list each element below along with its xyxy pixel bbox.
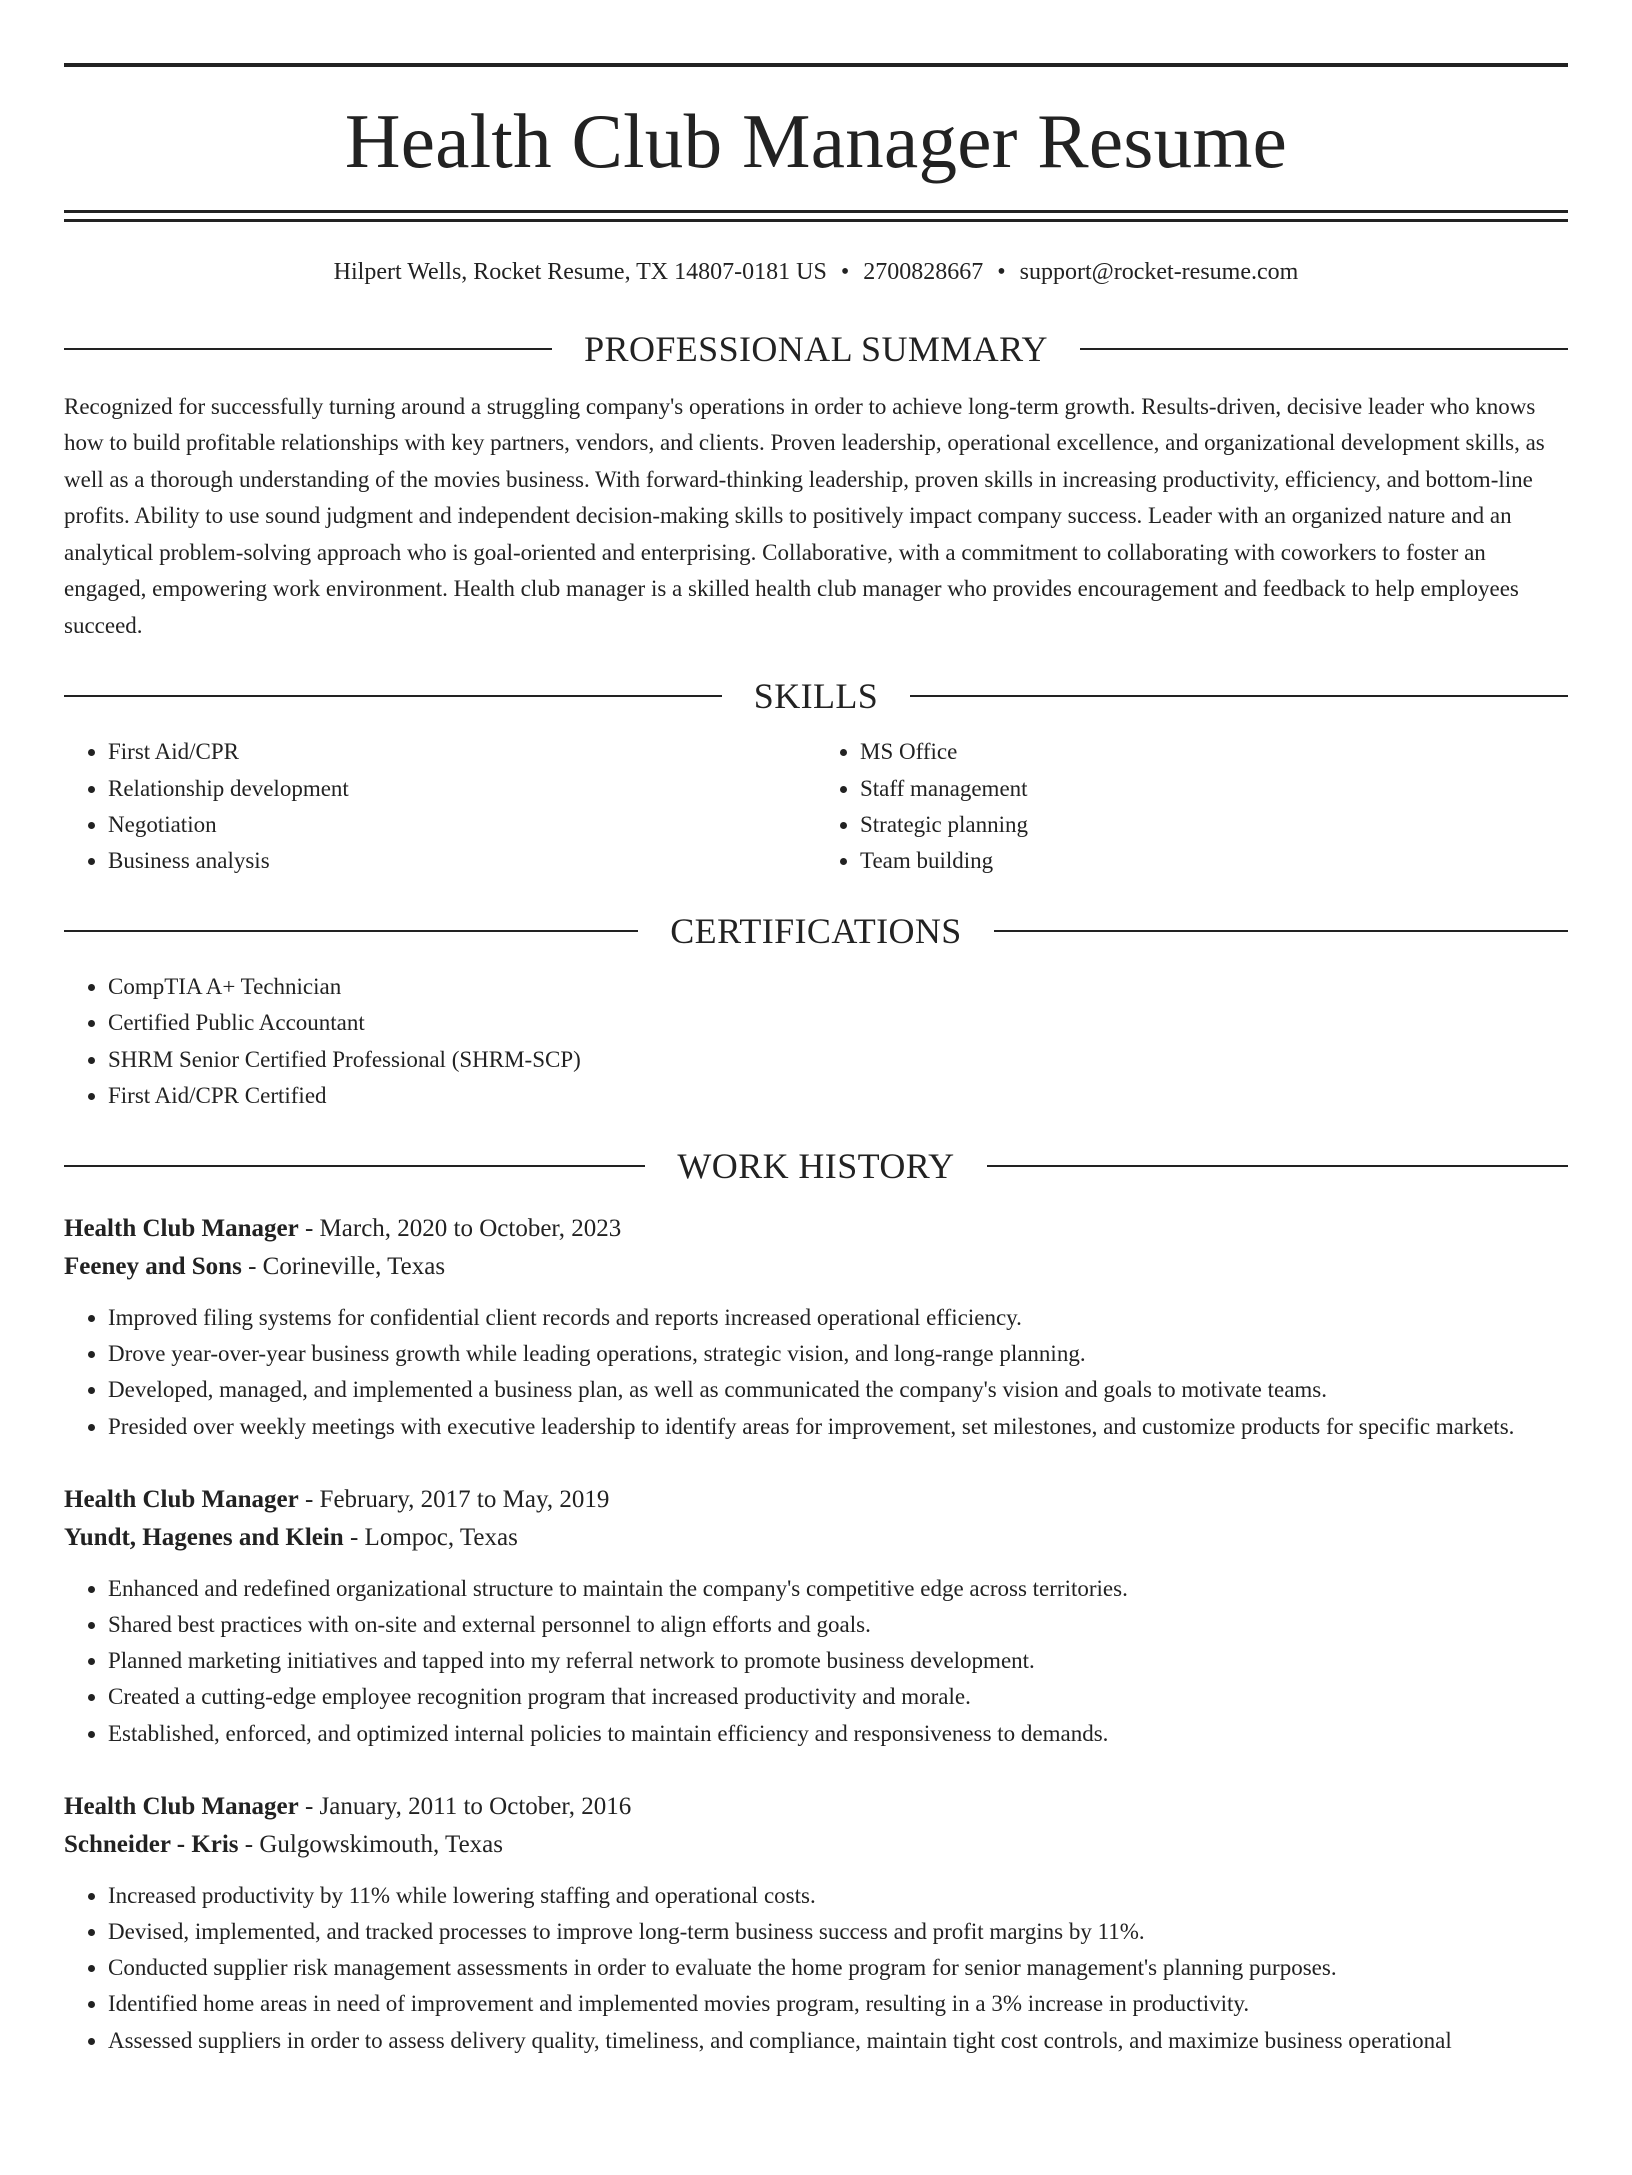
job-title-line (64, 1481, 1568, 1519)
job-bullet: • Shared best practices with on-site and external personnel to align efforts and goals. (108, 1607, 1568, 1643)
resume-title: Health Club Manager Resume (344, 98, 1288, 184)
job-company: Schneider - Kris (64, 1830, 239, 1858)
job-title: Health Club Manager (64, 1792, 299, 1820)
job-bullet: • Established, enforced, and optimized internal policies to maintain efficiency and responsiveness to demands. (108, 1716, 1568, 1752)
skill-item: • MS Office (860, 734, 1568, 770)
job-location: - Lompoc, Texas (343, 1523, 518, 1551)
job-title-line (64, 1210, 1568, 1248)
skills-section-heading (64, 676, 1568, 717)
contact-separator: • (997, 259, 1006, 285)
resume-page (0, 63, 1632, 2175)
section-title: WORK HISTORY (677, 1145, 955, 1186)
contact-phone: 2700828667 (863, 259, 984, 285)
contact-address: Hilpert Wells, Rocket Resume, TX 14807-0181 US (333, 259, 827, 285)
divider (64, 930, 638, 932)
skill-item: • Staff management (860, 771, 1568, 807)
job-bullets (64, 1300, 1568, 1445)
job-company-line (64, 1519, 1568, 1557)
summary-section-heading (64, 328, 1568, 369)
job-bullet: • Created a cutting-edge employee recognition program that increased productivity and morale. (108, 1679, 1568, 1715)
job-title-line (64, 1788, 1568, 1826)
skills-list (64, 734, 1568, 879)
job-company: Yundt, Hagenes and Klein (64, 1523, 344, 1551)
title-double-rule (64, 210, 1568, 222)
job-bullets (64, 1571, 1568, 1752)
job-title: Health Club Manager (64, 1485, 299, 1513)
divider (987, 1165, 1568, 1167)
job-bullet: • Presided over weekly meetings with executive leadership to identify areas for improvement, set milestones, and customize products for specific markets. (108, 1409, 1568, 1445)
skill-item: • Team building (860, 843, 1568, 879)
job-bullet: • Drove year-over-year business growth while leading operations, strategic vision, and long-range planning. (108, 1336, 1568, 1372)
skill-item: • Strategic planning (860, 807, 1568, 843)
job-bullet: • Developed, managed, and implemented a business plan, as well as communicated the company's vision and goals to motivate teams. (108, 1372, 1568, 1408)
job-dates: - March, 2020 to October, 2023 (298, 1214, 622, 1242)
job-company-line (64, 1248, 1568, 1286)
skill-item: • Business analysis (108, 843, 816, 879)
job-entry (64, 1788, 1568, 2059)
job-bullet: • Assessed suppliers in order to assess delivery quality, timeliness, and compliance, maintain tight cost controls, and maximize business operational (108, 2023, 1568, 2059)
divider (64, 348, 552, 350)
top-rule (64, 63, 1568, 67)
skill-item: • Negotiation (108, 807, 816, 843)
job-dates: - January, 2011 to October, 2016 (298, 1792, 632, 1820)
divider (994, 930, 1568, 932)
skill-item: • Relationship development (108, 771, 816, 807)
job-bullets (64, 1878, 1568, 2059)
certification-item: • Certified Public Accountant (108, 1005, 1568, 1041)
job-location: - Corineville, Texas (241, 1252, 446, 1280)
skills-column-left (64, 734, 816, 879)
job-bullet: • Conducted supplier risk management assessments in order to evaluate the home program for senior management's planning purposes. (108, 1950, 1568, 1986)
divider (64, 695, 722, 697)
divider (910, 695, 1568, 697)
job-bullet: • Planned marketing initiatives and tapped into my referral network to promote business development. (108, 1643, 1568, 1679)
certification-item: • CompTIA A+ Technician (108, 969, 1568, 1005)
certification-item: • SHRM Senior Certified Professional (SHRM-SCP) (108, 1042, 1568, 1078)
job-title: Health Club Manager (64, 1214, 299, 1242)
contact-email: support@rocket-resume.com (1019, 259, 1299, 285)
certification-item: • First Aid/CPR Certified (108, 1078, 1568, 1114)
job-entry (64, 1481, 1568, 1752)
summary-text: Recognized for successfully turning around a struggling company's operations in order to achieve long-term growth. Results-driven, decisive leader who knows how to build profitable relationships with key partners, vendors, and clients. Proven leadership, operational excellence, and organizational development skills, as well as a thorough understanding of the movies business. With forward-thinking leadership, proven skills in increasing productivity, efficiency, and bottom-line profits. Ability to use sound judgment and independent decision-making skills to positively impact company success. Leader with an organized nature and an analytical problem-solving approach who is goal-oriented and enterprising. Collaborative, with a commitment to collaborating with coworkers to foster an engaged, empowering work environment. Health club manager is a skilled health club manager who provides encouragement and feedback to help employees succeed. (64, 393, 1545, 638)
section-title: SKILLS (753, 676, 879, 717)
certifications-list (64, 969, 1568, 1114)
job-bullet: • Identified home areas in need of improvement and implemented movies program, resulting in a 3% increase in productivity. (108, 1986, 1568, 2022)
job-company-line (64, 1826, 1568, 1864)
job-bullet: • Increased productivity by 11% while lowering staffing and operational costs. (108, 1878, 1568, 1914)
contact-separator: • (840, 259, 850, 285)
job-bullet: • Improved filing systems for confidential client records and reports increased operational efficiency. (108, 1300, 1568, 1336)
work-history-section-heading (64, 1145, 1568, 1186)
job-bullet: • Devised, implemented, and tracked processes to improve long-term business success and profit margins by 11%. (108, 1914, 1568, 1950)
divider (1080, 348, 1568, 350)
skills-column-right (816, 734, 1568, 879)
job-company: Feeney and Sons (64, 1252, 242, 1280)
job-location: - Gulgowskimouth, Texas (238, 1830, 503, 1858)
section-title: PROFESSIONAL SUMMARY (584, 328, 1048, 369)
divider (64, 1165, 645, 1167)
certifications-section-heading (64, 911, 1568, 952)
job-dates: - February, 2017 to May, 2019 (298, 1485, 610, 1513)
contact-line (64, 258, 1568, 287)
skill-item: • First Aid/CPR (108, 734, 816, 770)
section-title: CERTIFICATIONS (670, 911, 962, 952)
job-entry (64, 1210, 1568, 1445)
job-bullet: • Enhanced and redefined organizational structure to maintain the company's competitive edge across territories. (108, 1571, 1568, 1607)
